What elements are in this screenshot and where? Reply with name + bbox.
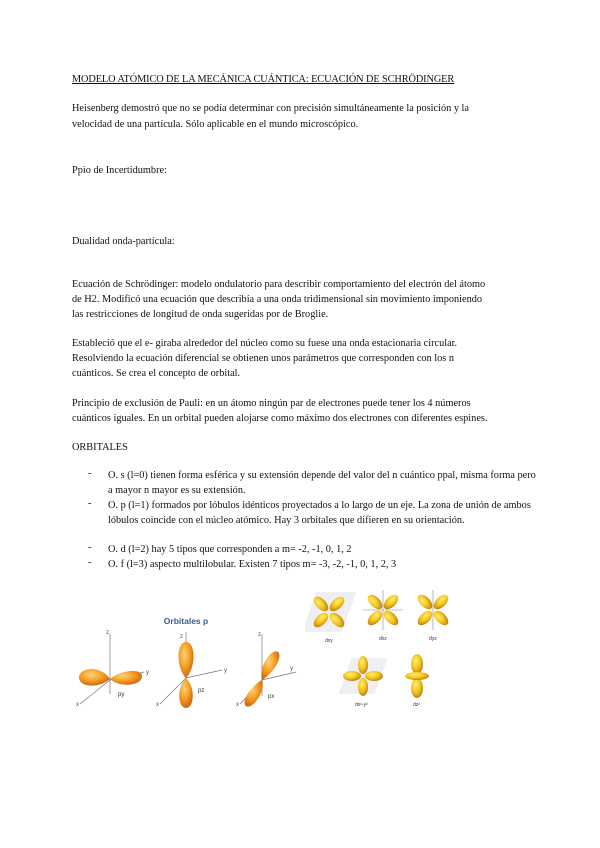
p-figure-title: Orbitales p <box>163 616 209 626</box>
schrodinger-line-3: las restricciones de longitud de onda sugeridas por de Broglie. <box>72 309 329 320</box>
establecio-line-2: Resolviendo la ecuación diferencial se obtienen unos parámetros que corresponden con los n <box>72 353 455 364</box>
axis-x-label: x <box>76 702 79 708</box>
dyz-orbital <box>415 590 451 642</box>
px-label: px <box>268 694 275 700</box>
dxz-orbital <box>363 590 403 642</box>
pz-orbital <box>156 632 227 708</box>
list-item-text: O. p (l=1) formados por lóbulos idénticos proyectados a lo largo de un eje. La zona de unión de ambos lóbulos coincide con el núcleo atómico. Hay 3 orbitales que difieren en su orientación. <box>108 500 531 526</box>
list-dash: - <box>88 468 92 479</box>
schrodinger-line-2: de H2. Modificó una ecuación que describía a una onda tridimensional sin movimiento imponiendo <box>72 294 483 305</box>
list-dash: - <box>88 557 92 568</box>
axis-y-label: y <box>146 670 149 676</box>
list-item-text: O. f (l=3) aspecto multilobular. Existen 7 tipos m= -3, -2, -1, 0, 1, 2, 3 <box>108 559 397 570</box>
list-dash: - <box>88 542 92 553</box>
pz-label: pz <box>198 688 205 694</box>
p-orbitals-figure <box>72 612 300 712</box>
dxy-label: dxy <box>325 638 333 644</box>
py-label: py <box>118 692 125 698</box>
incertidumbre-label: Ppio de Incertidumbre: <box>72 165 167 176</box>
axis-z-label: z <box>180 634 183 640</box>
list-dash: - <box>88 498 92 509</box>
d-orbitals-figure <box>305 588 455 716</box>
axis-y-label: y <box>224 668 227 674</box>
establecio-line-1: Estableció que el e- giraba alrededor del núcleo como su fuese una onda estacionaria circular. <box>72 338 458 349</box>
axis-x-label: x <box>156 702 159 708</box>
dx2-y2-label: dx²-y² <box>355 702 368 708</box>
axis-y-label: y <box>290 666 293 672</box>
px-orbital <box>236 632 296 708</box>
intro-line-2: velocidad de una partícula. Sólo aplicable en el mundo microscópico. <box>72 119 359 130</box>
schrodinger-line-1: Ecuación de Schrödinger: modelo ondulatorio para describir comportamiento del electrón del átomo <box>72 279 486 290</box>
dx2-y2-orbital <box>338 656 387 708</box>
page-title: MODELO ATÓMICO DE LA MECÁNICA CUÁNTICA: ECUACIÓN DE SCHRÖDINGER <box>72 74 455 85</box>
dxz-label: dxz <box>379 636 387 642</box>
orbitales-heading: ORBITALES <box>72 442 128 453</box>
dualidad-label: Dualidad onda-partícula: <box>72 236 175 247</box>
dz2-label: dz² <box>413 702 420 708</box>
py-orbital <box>76 630 149 708</box>
dyz-label: dyz <box>429 636 437 642</box>
axis-x-label: x <box>236 702 239 708</box>
intro-line-1: Heisenberg demostró que no se podía determinar con precisión simultáneamente la posición y la <box>72 103 469 114</box>
list-item-text: O. s (l=0) tienen forma esférica y su extensión depende del valor del n cuántico ppal, misma forma pero a mayor n mayor es su extensión. <box>108 470 536 496</box>
axis-z-label: z <box>106 630 109 636</box>
pauli-line-2: cuánticos iguales. En un orbital pueden alojarse como máximo dos electrones con diferentes espines. <box>72 413 488 424</box>
establecio-line-3: cuánticos. Se crea el concepto de orbital. <box>72 368 241 379</box>
dz2-orbital <box>405 654 429 708</box>
list-item-text: O. d (l=2) hay 5 tipos que corresponden a m= -2, -1, 0, 1, 2 <box>108 544 352 555</box>
dxy-orbital <box>305 592 356 644</box>
axis-z-label: z <box>258 632 261 638</box>
pauli-line-1: Principio de exclusión de Pauli: en un átomo ningún par de electrones puede tener los 4 números <box>72 398 471 409</box>
